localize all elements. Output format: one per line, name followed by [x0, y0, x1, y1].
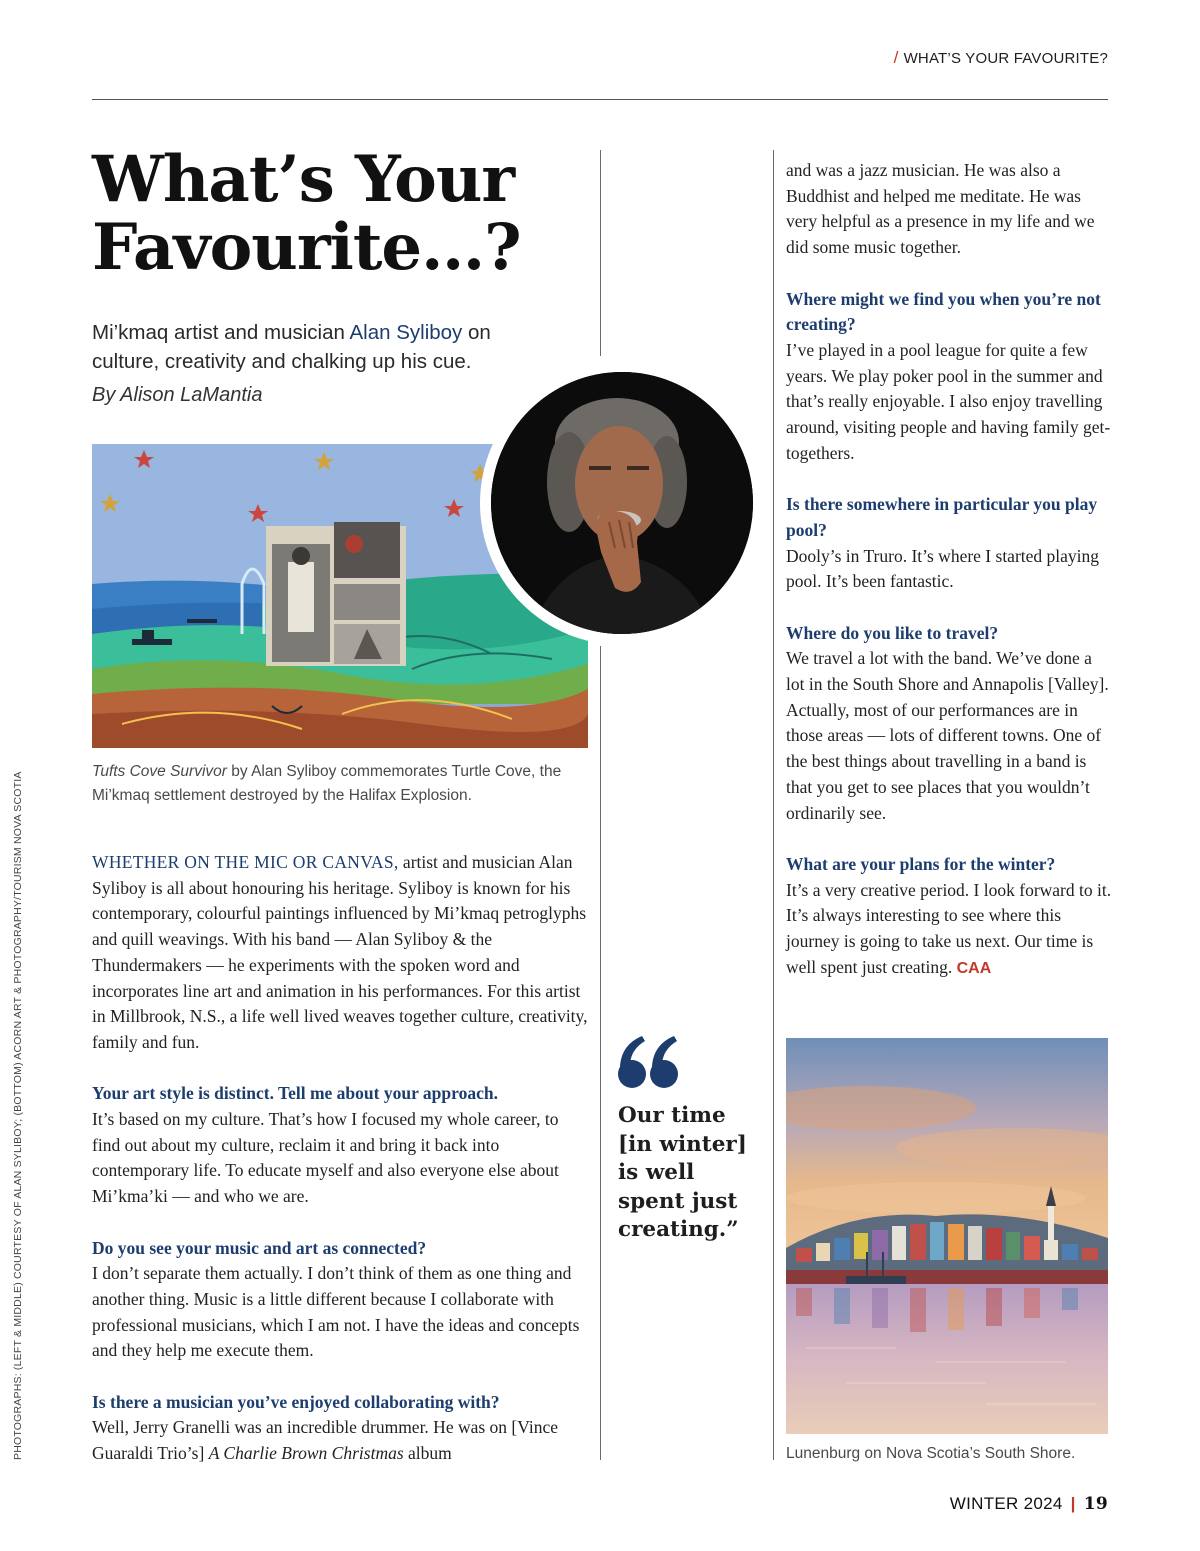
- lunenburg-photo: [786, 1038, 1108, 1434]
- answer: I don’t separate them actually. I don’t think of them as one thing and another thing. Music is a little different because I collaborate with professional musicians, which I am not. I have the ideas and concepts and they help me execute them.: [92, 1263, 580, 1361]
- intro-lead: WHETHER ON THE MIC OR CANVAS,: [92, 852, 399, 872]
- continued-answer: and was a jazz musician. He was also a Buddhist and helped me meditate. He was very helpful as a presence in my life and we did some music together.: [786, 160, 1095, 258]
- answer: It’s a very creative period. I look forward to it. It’s always interesting to see where this journey is going to take us next. Our time is well spent just creating.: [786, 879, 1112, 977]
- question: Is there somewhere in particular you play pool?: [786, 494, 1098, 540]
- answer-end: album: [403, 1443, 452, 1464]
- lunenburg-photo-image: [786, 1038, 1108, 1434]
- folio: [950, 1494, 1108, 1514]
- qa-block: [786, 852, 1112, 982]
- folio-divider: |: [1070, 1494, 1076, 1513]
- answer: I’ve played in a pool league for quite a few years. We play poker pool in the summer and that’s really enjoyable. I also enjoy travelling around, visiting people and having family get-togethers.: [786, 339, 1111, 463]
- album-title: A Charlie Brown Christmas: [208, 1443, 404, 1464]
- lunenburg-caption: Lunenburg on Nova Scotia’s South Shore.: [786, 1445, 1076, 1462]
- header-rule: [92, 99, 1108, 100]
- question: Where might we find you when you’re not creating?: [786, 288, 1101, 335]
- intro-paragraph: [92, 850, 590, 1056]
- section-header-label: WHAT’S YOUR FAVOURITE?: [903, 50, 1108, 67]
- qa-block: [92, 1236, 590, 1365]
- answer: Dooly’s in Truro. It’s where I started playing pool. It’s been fantastic.: [786, 545, 1100, 592]
- end-mark: CAA: [956, 959, 992, 977]
- deck-text-2: on culture, creativity and chalking up his cue.: [92, 321, 491, 374]
- title-line-1: What’s Your: [92, 142, 515, 217]
- qa-block: [786, 287, 1112, 467]
- intro-text: artist and musician Alan Syliboy is all about honouring his heritage. Syliboy is known for his contemporary, colourful paintings influenced by Mi’kmaq petroglyphs and quill weavings. With his band — Alan Syliboy & the Thundermakers — he experiments with the spoken word and incorporates line art and animation in his performances. For this artist in Millbrook, N.S., a life well lived weaves together culture, creativity, family and fun.: [92, 852, 588, 1052]
- question: Your art style is distinct. Tell me about your approach.: [92, 1083, 498, 1104]
- column-rule-right: [773, 150, 774, 1460]
- qa-block: [786, 621, 1112, 827]
- qa-block: [92, 1390, 590, 1467]
- section-slash: /: [893, 48, 899, 67]
- answer: Well, Jerry Granelli was an incredible drummer. He was on [Vince Guaraldi Trio’s]: [92, 1417, 558, 1464]
- article-column-3: [786, 158, 1112, 1007]
- painting-caption: [92, 760, 592, 808]
- qa-block: [786, 492, 1112, 595]
- page-number: 19: [1083, 1494, 1108, 1514]
- deck: [92, 318, 562, 376]
- title-line-2: Favourite…?: [92, 209, 521, 285]
- opening-double-quote-icon: [616, 1032, 680, 1092]
- painting-caption-text: by Alan Syliboy commemorates Turtle Cove, the Mi’kmaq settlement destroyed by the Halifax Explosion.: [92, 763, 562, 805]
- artist-portrait: [491, 372, 753, 634]
- photo-credit: PHOTOGRAPHS: (LEFT & MIDDLE) COURTESY OF ALAN SYLIBOY; (BOTTOM) ACORN ART & PHOTOGRAPHY/TOURISM NOVA SCOTIA: [12, 771, 24, 1460]
- page-title: [92, 142, 582, 285]
- column-rule-upper-left: [600, 150, 601, 356]
- question: What are your plans for the winter?: [786, 853, 1056, 874]
- byline: By Alison LaMantia: [92, 384, 263, 406]
- question: Do you see your music and art as connected?: [92, 1237, 427, 1258]
- answer: It’s based on my culture. That’s how I focused my whole career, to find out about my culture, reclaim it and bring it back into contemporary life. To educate myself and also everyone else about Mi’kma’ki — and who we are.: [92, 1109, 559, 1207]
- qa-block: [92, 1081, 590, 1210]
- pull-quote: Our time [in winter] is well spent just creating.”: [618, 1103, 747, 1243]
- question: Where do you like to travel?: [786, 622, 999, 643]
- deck-text-1: Mi’kmaq artist and musician: [92, 321, 350, 344]
- issue-label: WINTER 2024: [949, 1494, 1063, 1513]
- question: Is there a musician you’ve enjoyed collaborating with?: [92, 1391, 500, 1412]
- column-rule-lower-left: [600, 646, 601, 1460]
- answer: We travel a lot with the band. We’ve done a lot in the South Shore and Annapolis [Valley]. Actually, most of our performances are in those areas — lots of different towns. One of the best things about travelling in a band is that you get to see places that you wouldn’t ordinarily see.: [786, 648, 1109, 823]
- article-column-1: [92, 850, 590, 1493]
- artist-portrait-image: [491, 372, 753, 634]
- deck-artist-name: Alan Syliboy: [349, 321, 463, 344]
- painting-caption-title: Tufts Cove Survivor: [92, 763, 227, 780]
- section-header: [894, 48, 1108, 68]
